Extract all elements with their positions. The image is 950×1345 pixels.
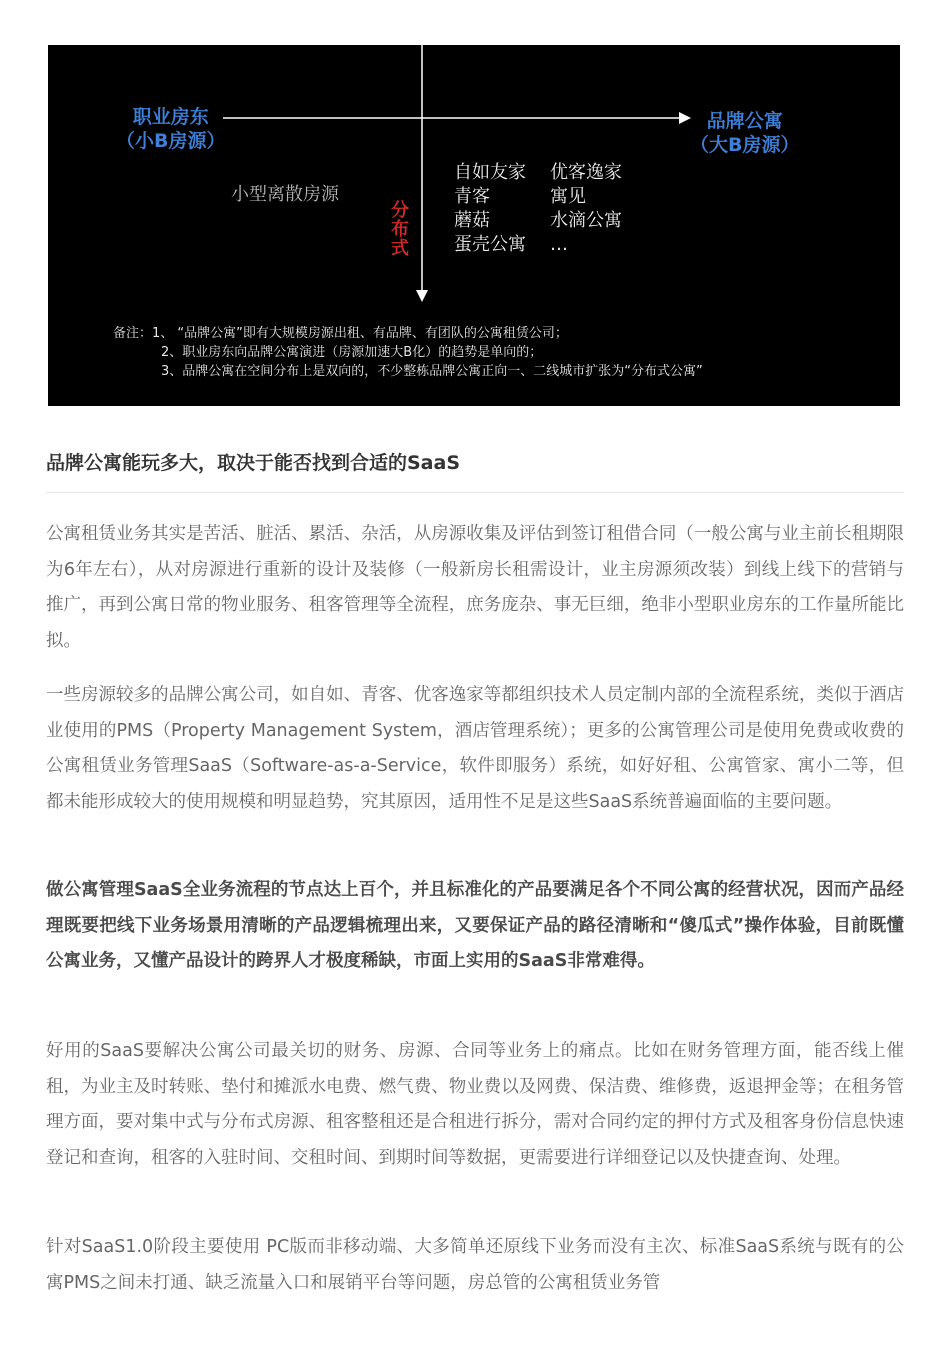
paragraph-4: 好用的SaaS要解决公寓公司最关切的财务、房源、合同等业务上的痛点。比如在财务管理方面，能否线上催租，为业主及时转账、垫付和摊派水电费、燃气费、物业费以及网费、保洁费、维修费，返退押金等；在租务管理方面，要对集中式与分布式房源、租客整租还是合租进行拆分，需对合同约定的押付方式及租客身份信息快速登记和查询，租客的入驻时间、交租时间、到期时间等数据，更需要进行详细登记以及快捷查询、处理。 [46, 1041, 904, 1168]
note-2: 2、职业房东向品牌公寓演进（房源加速大B化）的趋势是单向的； [161, 345, 543, 360]
diagram-notes [113, 324, 703, 381]
heading-divider [46, 492, 904, 493]
positioning-diagram [48, 45, 900, 406]
paragraph-1: 公寓租赁业务其实是苦活、脏活、累活、杂活，从房源收集及评估到签订租借合同（一般公寓与业主前长租期限为6年左右），从对房源进行重新的设计及装修（一般新房长租需设计，业主房源须改装）到线上线下的营销与推广，再到公寓日常的物业服务、租客管理等全流程，庶务庞杂、事无巨细，绝非小型职业房东的工作量所能比拟。 [46, 524, 904, 651]
left-axis-label: 职业房东 （小B房源） [116, 106, 226, 152]
distributed-label: 分布式 [388, 200, 409, 257]
brand-row: 蛋壳公寓 … [454, 234, 568, 255]
brand-list [454, 161, 622, 257]
right-axis-label: 品牌公寓 （大B房源） [690, 110, 800, 156]
note-3: 3、品牌公寓在空间分布上是双向的，不少整栋品牌公寓正向一、二线城市扩张为“分布式公寓” [161, 364, 703, 379]
section-heading: 品牌公寓能玩多大，取决于能否找到合适的SaaS [46, 452, 461, 474]
paragraph-2: 一些房源较多的品牌公寓公司，如自如、青客、优客逸家等都组织技术人员定制内部的全流程系统，类似于酒店业使用的PMS（Property Management System，酒店管理系统）；更多的公寓管理公司是使用免费或收费的公寓租赁业务管理SaaS（Software-as-a-Service，软件即服务）系统，如好好租、公寓管家、寓小二等，但都未能形成较大的使用规模和明显趋势，究其原因，适用性不足是这些SaaS系统普遍面临的主要问题。 [46, 685, 904, 812]
brand-row: 自如友家 优客逸家 [454, 162, 622, 183]
small-listing-label: 小型离散房源 [231, 184, 339, 205]
brand-row: 青客 寓见 [454, 186, 586, 207]
paragraph-5: 针对SaaS1.0阶段主要使用 PC版而非移动端、大多简单还原线下业务而没有主次、标准SaaS系统与既有的公寓PMS之间未打通、缺乏流量入口和展销平台等问题，房总管的公寓租赁业务管 [46, 1237, 904, 1293]
note-1: 备注：1、 “品牌公寓”即有大规模房源出租、有品牌、有团队的公寓租赁公司； [113, 326, 568, 341]
paragraph-3-emphasis: 做公寓管理SaaS全业务流程的节点达上百个，并且标准化的产品要满足各个不同公寓的经营状况，因而产品经理既要把线下业务场景用清晰的产品逻辑梳理出来，又要保证产品的路径清晰和“傻瓜式”操作体验，目前既懂公寓业务，又懂产品设计的跨界人才极度稀缺，市面上实用的SaaS非常难得。 [46, 880, 904, 971]
brand-row: 蘑菇 水滴公寓 [454, 210, 622, 231]
